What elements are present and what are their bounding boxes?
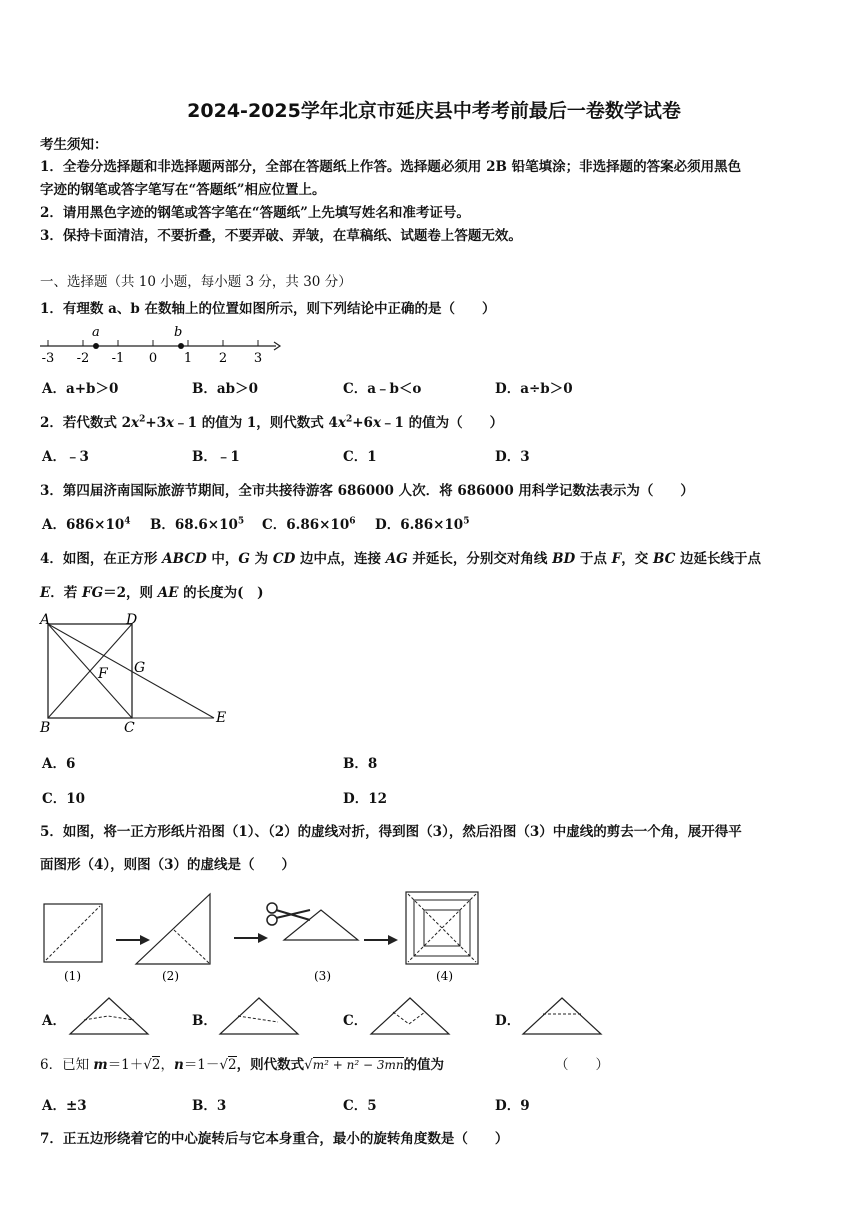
- axis-tick-label: 3: [253, 351, 263, 366]
- option-b[interactable]: B．ab＞0: [192, 381, 258, 397]
- option-d[interactable]: D．3: [495, 449, 530, 465]
- question-7-stem: 7．正五边形绕着它的中心旋转后与它本身重合，最小的旋转角度数是（ ）: [40, 1131, 509, 1147]
- section-heading: 一、选择题（共 10 小题，每小题 3 分，共 30 分）: [40, 274, 352, 290]
- option-c-figure[interactable]: [369, 994, 451, 1038]
- option-a[interactable]: A．6: [42, 756, 76, 772]
- notice-item: 1．全卷分选择题和非选择题两部分，全部在答题纸上作答。选择题必须用 2B 铅笔填涂；非选择题的答案必须用黑色: [40, 159, 742, 175]
- line-ae: [48, 624, 214, 718]
- label-C: C: [124, 720, 135, 736]
- question-2-stem: 2．若代数式 $2x^2+3x﹣1$ 的值为 1，则代数式 $4x^2+6x﹣1$ 的值为（ ）: [40, 414, 504, 431]
- axis-tick-label: -1: [111, 351, 125, 366]
- label-D: D: [126, 612, 138, 628]
- option-b-figure[interactable]: [218, 994, 300, 1038]
- axis-tick-label: 1: [183, 351, 193, 366]
- question-5-line2: 面图形（4），则图（3）的虚线是（ ）: [40, 857, 296, 873]
- page-title: 2024-2025学年北京市延庆县中考考前最后一卷数学试卷: [187, 100, 681, 122]
- caption-3: (3): [314, 969, 331, 983]
- option-c[interactable]: C．: [343, 1013, 368, 1029]
- label-E: E: [216, 710, 227, 726]
- option-c[interactable]: C．5: [343, 1098, 377, 1114]
- point-b: [178, 343, 184, 349]
- option-d-figure[interactable]: [521, 994, 603, 1038]
- axis-tick-label: -3: [41, 351, 55, 366]
- notice-item: 3．保持卡面清洁，不要折叠，不要弄破、弄皱，在草稿纸、试题卷上答题无效。: [40, 228, 522, 244]
- option-d[interactable]: D．a÷b＞0: [495, 381, 573, 397]
- option-b[interactable]: B．3: [192, 1098, 227, 1114]
- option-c[interactable]: C．$6.86\times 10^6$: [262, 516, 356, 533]
- option-a[interactable]: A．$686\times 10^4$: [42, 516, 131, 533]
- point-a: [93, 343, 99, 349]
- option-a[interactable]: A．﹣3: [42, 449, 89, 465]
- question-4-line2: E．若 FG＝2，则 AE 的长度为( ): [40, 585, 264, 601]
- option-d[interactable]: D．$6.86\times 10^5$: [375, 516, 470, 533]
- scissors-icon: [267, 903, 310, 925]
- option-a[interactable]: A．±3: [42, 1098, 87, 1114]
- question-6-stem: 6．已知 m＝1＋√2，n＝1－√2，则代数式√m² + n² − 3mn的值为: [40, 1057, 445, 1073]
- option-a[interactable]: A．: [42, 1013, 66, 1029]
- question-3-stem: 3．第四届济南国际旅游节期间，全市共接待游客 686000 人次．将 686000 用科学记数法表示为（ ）: [40, 483, 694, 499]
- caption-2: (2): [162, 969, 179, 983]
- axis-tick-label: -2: [76, 351, 90, 366]
- notice-heading: 考生须知：: [40, 137, 108, 153]
- option-c[interactable]: C．10: [42, 791, 86, 807]
- square-figure: [38, 612, 238, 737]
- label-F: F: [98, 666, 108, 682]
- question-4-line1: 4．如图，在正方形 ABCD 中，G 为 CD 边中点，连接 AG 并延长，分别交对角线 BD 于点 F，交 BC 边延长线于点: [40, 551, 762, 567]
- label-B: B: [40, 720, 51, 736]
- option-b[interactable]: B．: [192, 1013, 217, 1029]
- notice-item: 2．请用黑色字迹的钢笔或答字笔在“答题纸”上先填写姓名和准考证号。: [40, 205, 470, 221]
- answer-paren: （ ）: [555, 1057, 609, 1073]
- option-c[interactable]: C．1: [343, 449, 377, 465]
- axis-tick-label: 0: [148, 351, 158, 366]
- label-G: G: [134, 660, 146, 676]
- option-b[interactable]: B．﹣1: [192, 449, 240, 465]
- option-a[interactable]: A．a+b＞0: [42, 381, 119, 397]
- label-A: A: [40, 612, 51, 628]
- question-5-line1: 5．如图，将一正方形纸片沿图（1）、（2）的虚线对折，得到图（3），然后沿图（3）中虚线的剪去一个角，展开得平: [40, 824, 742, 840]
- option-a-figure[interactable]: [68, 994, 150, 1038]
- caption-1: (1): [64, 969, 81, 983]
- folding-figure: [38, 888, 488, 986]
- question-1-stem: 1．有理数 a、b 在数轴上的位置如图所示，则下列结论中正确的是（ ）: [40, 301, 496, 317]
- option-d[interactable]: D．12: [343, 791, 387, 807]
- point-label-b: b: [174, 325, 183, 340]
- option-b[interactable]: B．$68.6\times 10^5$: [150, 516, 245, 533]
- option-b[interactable]: B．8: [343, 756, 378, 772]
- option-d[interactable]: D．: [495, 1013, 521, 1029]
- option-d[interactable]: D．9: [495, 1098, 530, 1114]
- notice-item: 字迹的钢笔或答字笔写在“答题纸”相应位置上。: [40, 182, 326, 198]
- point-label-a: a: [92, 325, 100, 340]
- caption-4: (4): [436, 969, 453, 983]
- axis-tick-label: 2: [218, 351, 228, 366]
- number-line-figure: [38, 322, 288, 364]
- option-c[interactable]: C．a﹣b＜o: [343, 381, 422, 397]
